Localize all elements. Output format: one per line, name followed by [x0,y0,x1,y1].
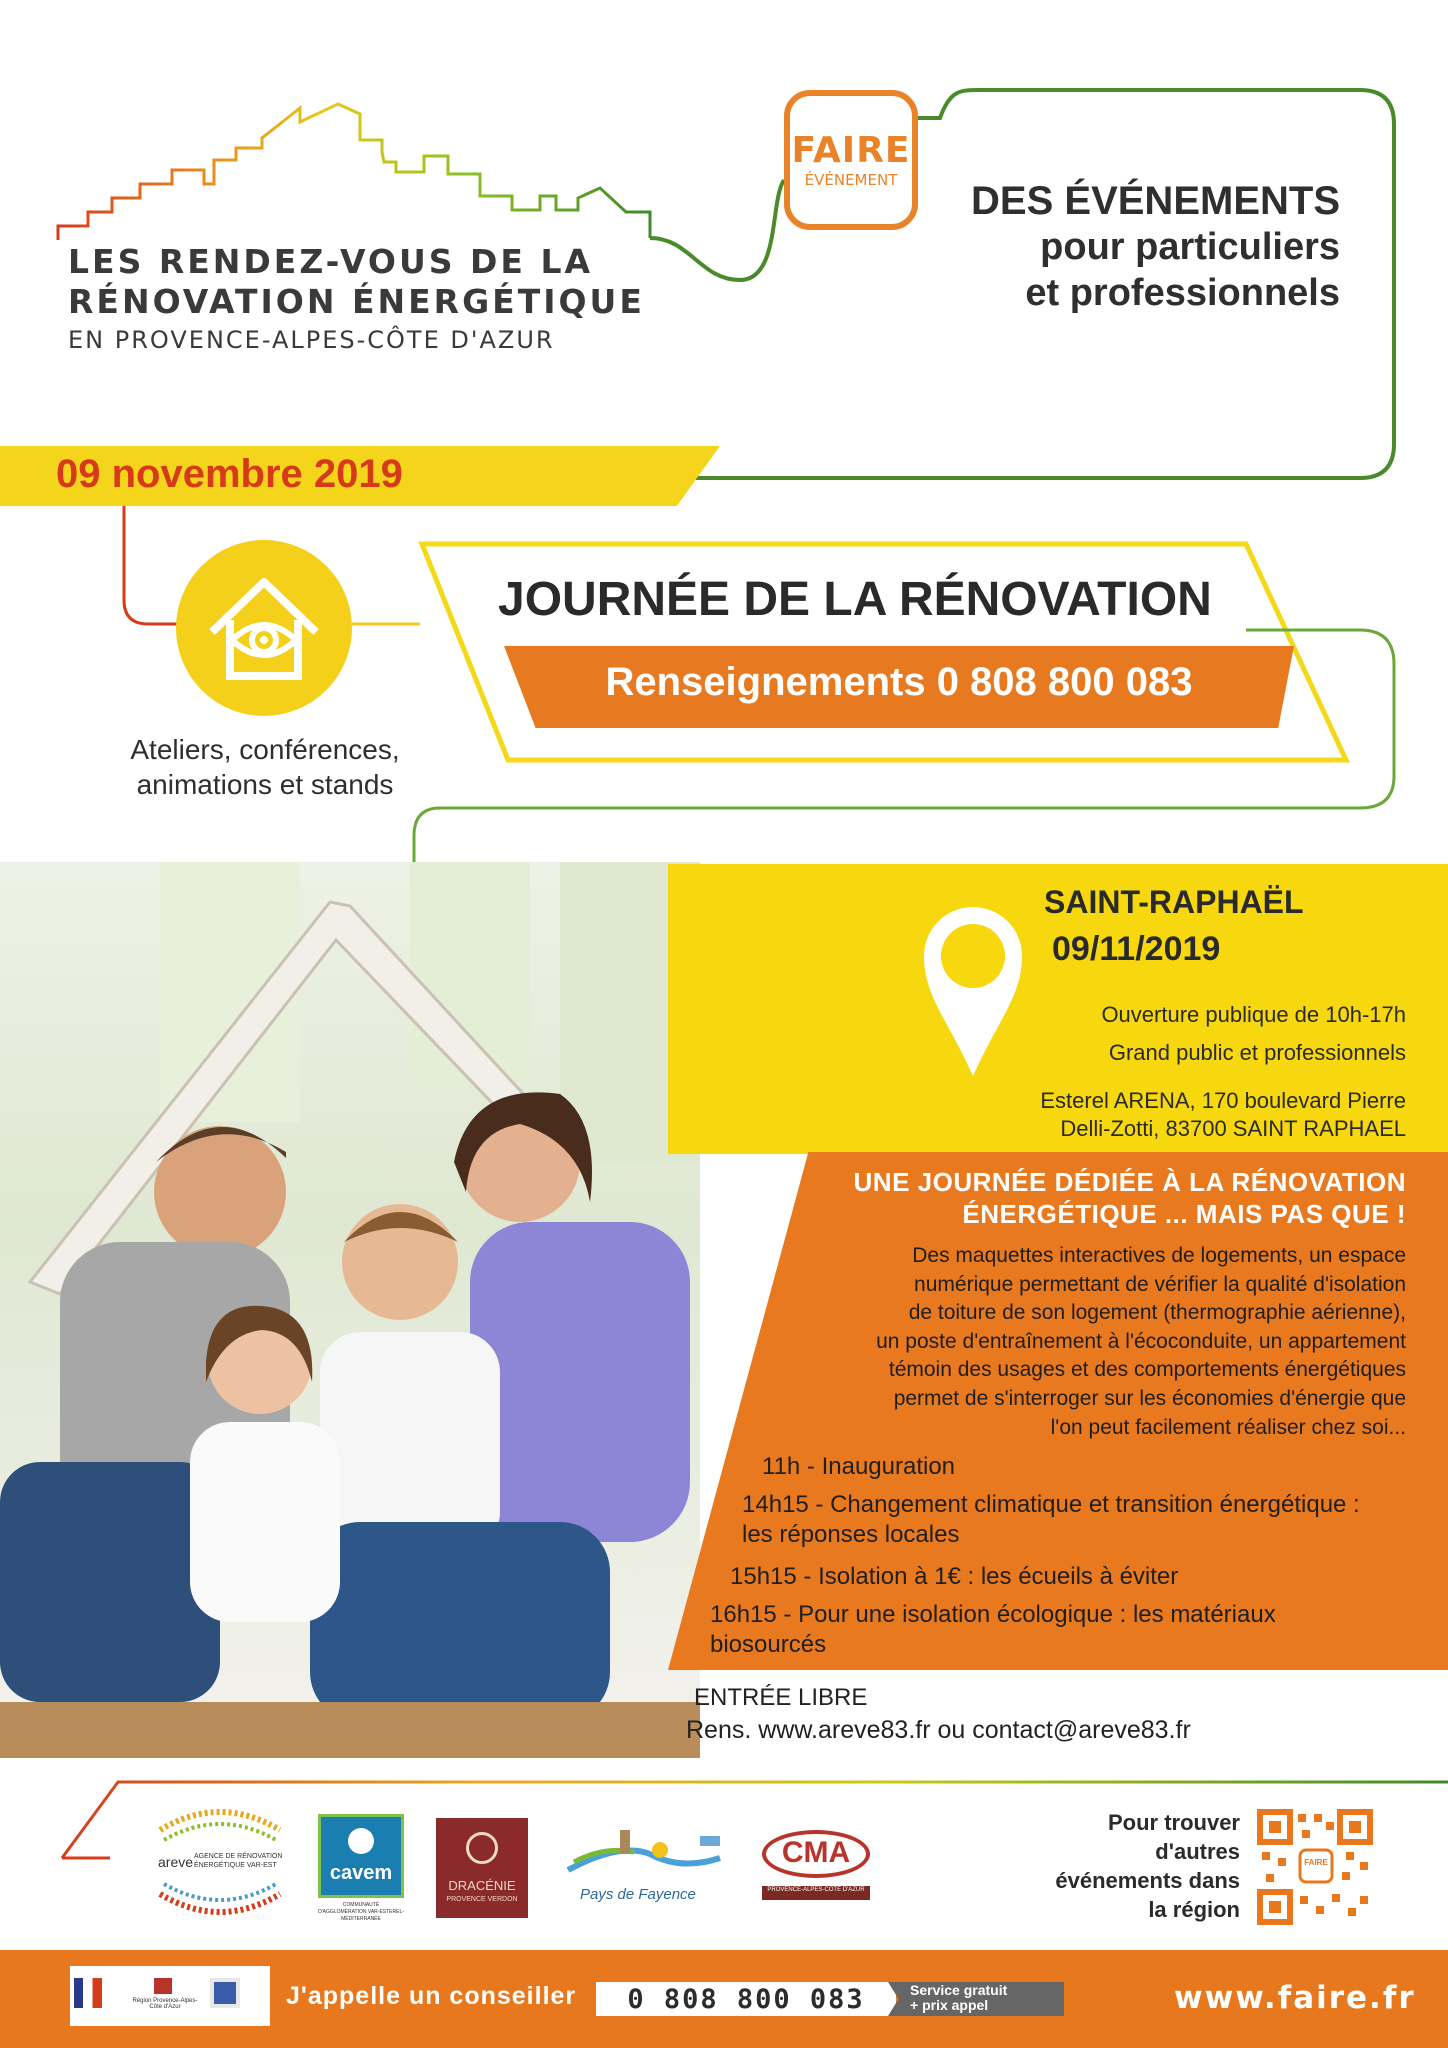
header-title [68,242,668,356]
dracenie-desc: PROVENCE VERDON [446,1896,518,1903]
service-text [910,1983,1060,2013]
service-line2: + prix appel [910,1997,989,2013]
areve-name: areve [158,1854,194,1870]
events-line2: pour particuliers [1040,226,1340,268]
gov-region: Région Provence-Alpes-Côte d'Azur [132,1998,198,2010]
program-item: 15h15 - Isolation à 1€ : les écueils à éviter [730,1563,1179,1590]
entree-libre: ENTRÉE LIBRE [694,1684,868,1711]
cma-name: CMA [781,1836,851,1869]
badge-word: FAIRE [791,130,911,171]
audience: Grand public et professionnels [1108,1040,1406,1065]
areve-logo [150,1800,290,1924]
desc-line: témoin des usages et des comportements énergétiques [888,1358,1406,1382]
faire-website-link[interactable]: www.faire.fr [1174,1980,1416,2016]
service-line1: Service gratuit [910,1982,1008,1998]
badge-sub: ÉVÉNEMENT [804,171,898,189]
program-description [760,1242,1406,1442]
find-line3: événements dans [1055,1868,1240,1893]
dracenie-name: DRACÉNIE [448,1878,516,1893]
desc-line: numérique permettant de vérifier la qualité d'isolation [914,1272,1406,1296]
events-line3: et professionnels [1025,272,1340,314]
header-title-line3: EN PROVENCE-ALPES-CÔTE D'AZUR [68,326,555,354]
program-title-line1: UNE JOURNÉE DÉDIÉE À LA RÉNOVATION [853,1167,1406,1197]
dracenie-logo [436,1818,528,1918]
region-logo [130,1974,200,2018]
desc-line: permet de s'interroger sur les économies d'énergie que [893,1386,1406,1410]
pays-de-fayence-logo [564,1826,724,1908]
cavem-logo [318,1814,404,1924]
faire-evenement-badge [784,90,918,230]
address-line1: Esterel ARENA, 170 boulevard Pierre [1040,1088,1406,1113]
government-logos [70,1966,270,2026]
fayence-name: Pays de Fayence [580,1886,696,1903]
cma-logo [762,1826,870,1904]
qr-code[interactable] [1256,1808,1374,1926]
address-line2: Delli-Zotti, 83700 SAINT RAPHAEL [1060,1116,1406,1141]
cavem-emblem-icon [348,1828,374,1854]
house-eye-icon [176,540,352,716]
program-item: 11h - Inauguration [762,1453,956,1480]
program-title [820,1166,1406,1230]
program-item: 16h15 - Pour une isolation écologique : les matériaux biosourcés [710,1601,1276,1658]
desc-line: de toiture de son logement (thermographie aérienne), [908,1301,1406,1325]
opening-hours: Ouverture publique de 10h-17h [1101,1002,1406,1027]
find-line4: la région [1148,1897,1240,1922]
ateliers-line1: Ateliers, conférences, [130,734,400,765]
dracenie-emblem-icon [466,1832,498,1864]
find-line2: d'autres [1155,1839,1240,1864]
location-date: 09/11/2019 [1052,930,1221,968]
areve-desc: AGENCE DE RÉNOVATION ÉNERGÉTIQUE VAR-EST [194,1853,283,1869]
renseignements-text: Renseignements 0 808 800 083 [605,660,1193,704]
ateliers-line2: animations et stands [136,769,394,800]
contact-info: Rens. www.areve83.fr ou contact@areve83.fr [686,1716,1191,1744]
journee-title: JOURNÉE DE LA RÉNOVATION [498,573,1212,626]
family-photo [0,862,700,1758]
call-advisor-text: J'appelle un conseiller [286,1982,577,2010]
cavem-name: cavem [329,1862,393,1884]
location-city: SAINT-RAPHAËL [1044,884,1304,920]
header-title-line1: LES RENDEZ-VOUS DE LA [68,242,594,281]
program-item: 14h15 - Changement climatique et transition énergétique : les réponses locales [742,1491,1360,1548]
events-line1: DES ÉVÉNEMENTS [971,179,1340,223]
qr-badge: FAIRE [1304,1858,1328,1867]
desc-line: un poste d'entraînement à l'écoconduite, un appartement [876,1329,1406,1353]
cavem-desc: COMMUNAUTÉ D'AGGLOMÉRATION VAR-ESTEREL-MÉDITERRANÉE [318,1902,404,1922]
events-heading [920,178,1340,316]
ateliers-caption [100,732,430,802]
cma-desc: PROVENCE-ALPES-CÔTE D'AZUR [767,1887,865,1893]
ademe-icon [210,1978,240,2008]
find-events-text [1020,1808,1240,1924]
find-line1: Pour trouver [1107,1810,1240,1835]
program-title-line2: ÉNERGÉTIQUE ... MAIS PAS QUE ! [962,1199,1406,1229]
desc-line: Des maquettes interactives de logements, un espace [912,1244,1406,1267]
event-date: 09 novembre 2019 [56,452,403,496]
republique-francaise-icon [74,1978,102,2008]
desc-line: l'on peut facilement réaliser chez soi... [1050,1415,1406,1439]
header-title-line2: RÉNOVATION ÉNERGÉTIQUE [68,282,645,321]
footer-phone[interactable]: 0 808 800 083 [627,1984,865,2015]
